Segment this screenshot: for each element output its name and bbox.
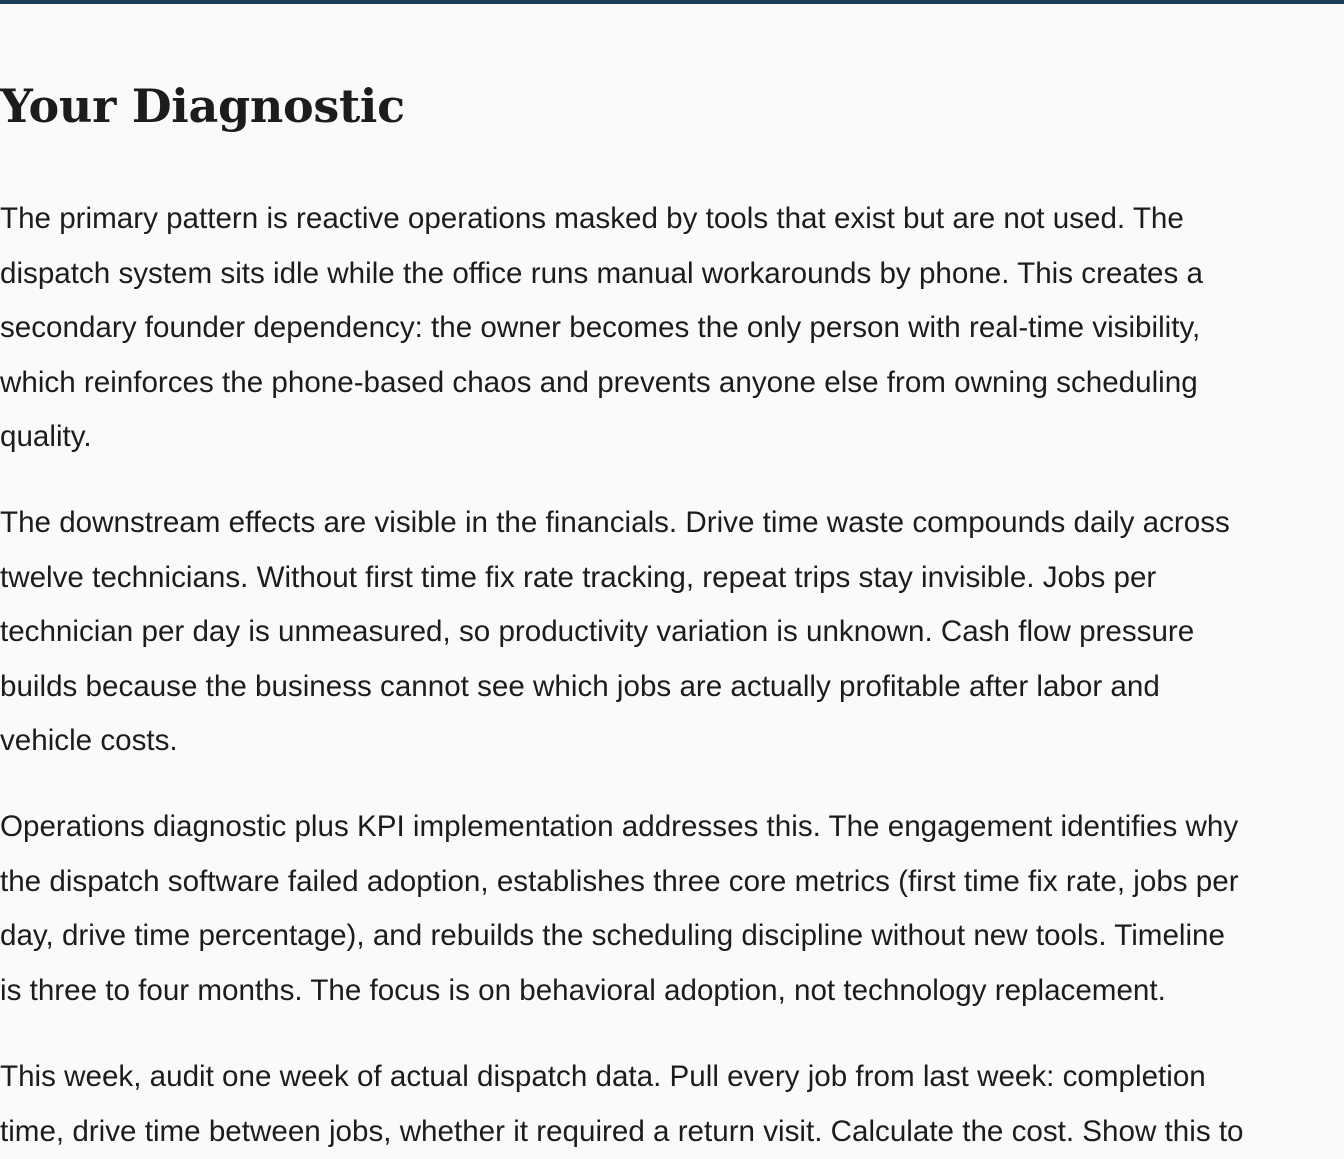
paragraph-line: the dispatch software failed adoption, establishes three core metrics (first time fix rate, jobs per bbox=[0, 855, 1344, 910]
paragraph-line: dispatch system sits idle while the office runs manual workarounds by phone. This creates a bbox=[0, 247, 1344, 302]
page-title: Your Diagnostic bbox=[0, 76, 405, 136]
paragraph-line: Operations diagnostic plus KPI implementation addresses this. The engagement identifies why bbox=[0, 800, 1344, 855]
paragraph-line: secondary founder dependency: the owner becomes the only person with real-time visibility, bbox=[0, 301, 1344, 356]
diagnostic-paragraph-downstream-effects bbox=[0, 496, 1344, 769]
top-accent-rule bbox=[0, 0, 1344, 4]
paragraph-line: The downstream effects are visible in the financials. Drive time waste compounds daily across bbox=[0, 496, 1344, 551]
paragraph-line: time, drive time between jobs, whether it required a return visit. Calculate the cost. Show this to bbox=[0, 1105, 1344, 1159]
paragraph-line: vehicle costs. bbox=[0, 714, 1344, 769]
paragraph-line: builds because the business cannot see which jobs are actually profitable after labor and bbox=[0, 660, 1344, 715]
paragraph-line: This week, audit one week of actual dispatch data. Pull every job from last week: completion bbox=[0, 1050, 1344, 1105]
paragraph-line: is three to four months. The focus is on behavioral adoption, not technology replacement. bbox=[0, 964, 1344, 1019]
paragraph-line: The primary pattern is reactive operations masked by tools that exist but are not used. The bbox=[0, 192, 1344, 247]
paragraph-line: quality. bbox=[0, 410, 1344, 465]
diagnostic-paragraph-this-week bbox=[0, 1050, 1344, 1159]
diagnostic-paragraph-engagement bbox=[0, 800, 1344, 1018]
paragraph-line: which reinforces the phone-based chaos and prevents anyone else from owning scheduling bbox=[0, 356, 1344, 411]
paragraph-line: technician per day is unmeasured, so productivity variation is unknown. Cash flow pressure bbox=[0, 605, 1344, 660]
diagnostic-paragraph-primary-pattern bbox=[0, 192, 1344, 465]
paragraph-line: day, drive time percentage), and rebuilds the scheduling discipline without new tools. Timeline bbox=[0, 909, 1344, 964]
paragraph-line: twelve technicians. Without first time fix rate tracking, repeat trips stay invisible. Jobs per bbox=[0, 551, 1344, 606]
